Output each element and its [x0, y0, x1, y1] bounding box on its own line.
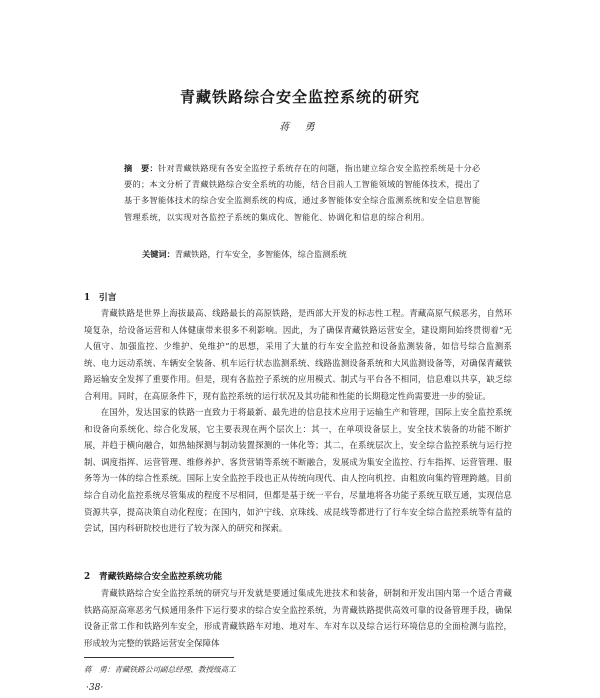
page-number: ·38·	[86, 683, 104, 693]
keywords-label: 关键词：	[142, 249, 175, 259]
keywords	[142, 247, 482, 261]
section-heading-introduction: 1 引言	[84, 293, 117, 303]
paper-title: 青藏铁路综合安全监控系统的研究	[179, 88, 420, 106]
abstract-label: 摘 要：	[124, 163, 158, 173]
abstract-text: 针对青藏铁路现有各安全监控子系统存在的问题，指出建立综合安全监控系统是十分必要的；本文分析了青藏铁路综合安全系统的功能，结合目前人工智能领域的智能体技术，提出了基于多智能体技术的综合安全监测系统的构成，通过多智能体安全综合监测系统和安全信息智能管理系统，以实现对各监控子系统的集成化、智能化、协调化和信息的综合利用。	[124, 163, 481, 222]
body-paragraph: 青藏铁路综合安全监控系统的研究与开发就是要通过集成先进技术和装备，研制和开发出国内第一个适合青藏铁路高原高寒恶劣气候通用条件下运行要求的综合安全监控系统，为青藏铁路提供高效可靠的设备管理手段，确保设备正常工作和铁路列车安全，形成青藏铁路车对地、地对车、车对车以及综合运行环境信息的全面检测与监控，形成较为完整的铁路运营安全保障体	[84, 588, 512, 648]
section-heading-functions: 2 青藏铁路综合安全监控系统功能	[84, 572, 223, 582]
abstract	[124, 160, 482, 225]
footnote-divider	[84, 657, 234, 658]
author-footnote: 蒋 勇：青藏铁路公司副总经理、教授级高工	[84, 665, 236, 674]
body-paragraph: 青藏铁路是世界上海拔最高、线路最长的高原铁路，是西部大开发的标志性工程。青藏高原气候恶劣，自然环境复杂，给设备运营和人体健康带来很多不利影响。因此，为了确保青藏铁路运营安全，建设期间始终贯彻着“无人值守、加强监控、少维护、免维护”的思想，采用了大量的行车安全监控和设备监测装备，如信号综合监测系统、电力远动系统、车辆安全装备、机车运行状态监测系统、线路监测设备系统和大风监测设备等，对确保青藏铁路运输安全发挥了重要作用。但是，现有各监控子系统的应用模式、制式与平台各不相同，信息难以共享，缺乏综合利用。同时，在高原条件下，现有监控系统的运行状况及其功能和性能的长期稳定性尚需要进一步的验证。	[84, 308, 512, 401]
author-name: 蒋 勇	[279, 122, 321, 133]
keywords-text: 青藏铁路，行车安全，多智能体，综合监测系统	[174, 249, 347, 259]
body-paragraph: 在国外，发达国家的铁路一直致力于将最新、最先进的信息技术应用于运输生产和管理，国际上安全监控系统和设备向系统化、综合化发展，它主要表现在两个层次上：其一，在单项设备层上，安全技术装备的功能不断扩展，并趋于横向融合，如热轴探测与制动装置探测的一体化等；其二，在系统层次上，安全综合监控系统与运行控制、调度指挥、运营管理、维修养护、客货营销等系统不断融合，发展成为集安全监控、行车指挥、运营管理、服务等为一体的综合性系统。国际上安全监控手段也正从传统向现代、由人控向机控、由粗放向集约管理跨越。目前综合自动化监控系统尽管集成的程度不尽相同，但都是基于统一平台，尽量地将各功能子系统互联互通，实现信息资源共享，提高决策自动化程度；在国内，如沪宁线、京珠线、成昆线等都进行了行车安全综合监控系统等有益的尝试，国内科研院校也进行了较为深入的研究和探索。	[84, 407, 512, 534]
